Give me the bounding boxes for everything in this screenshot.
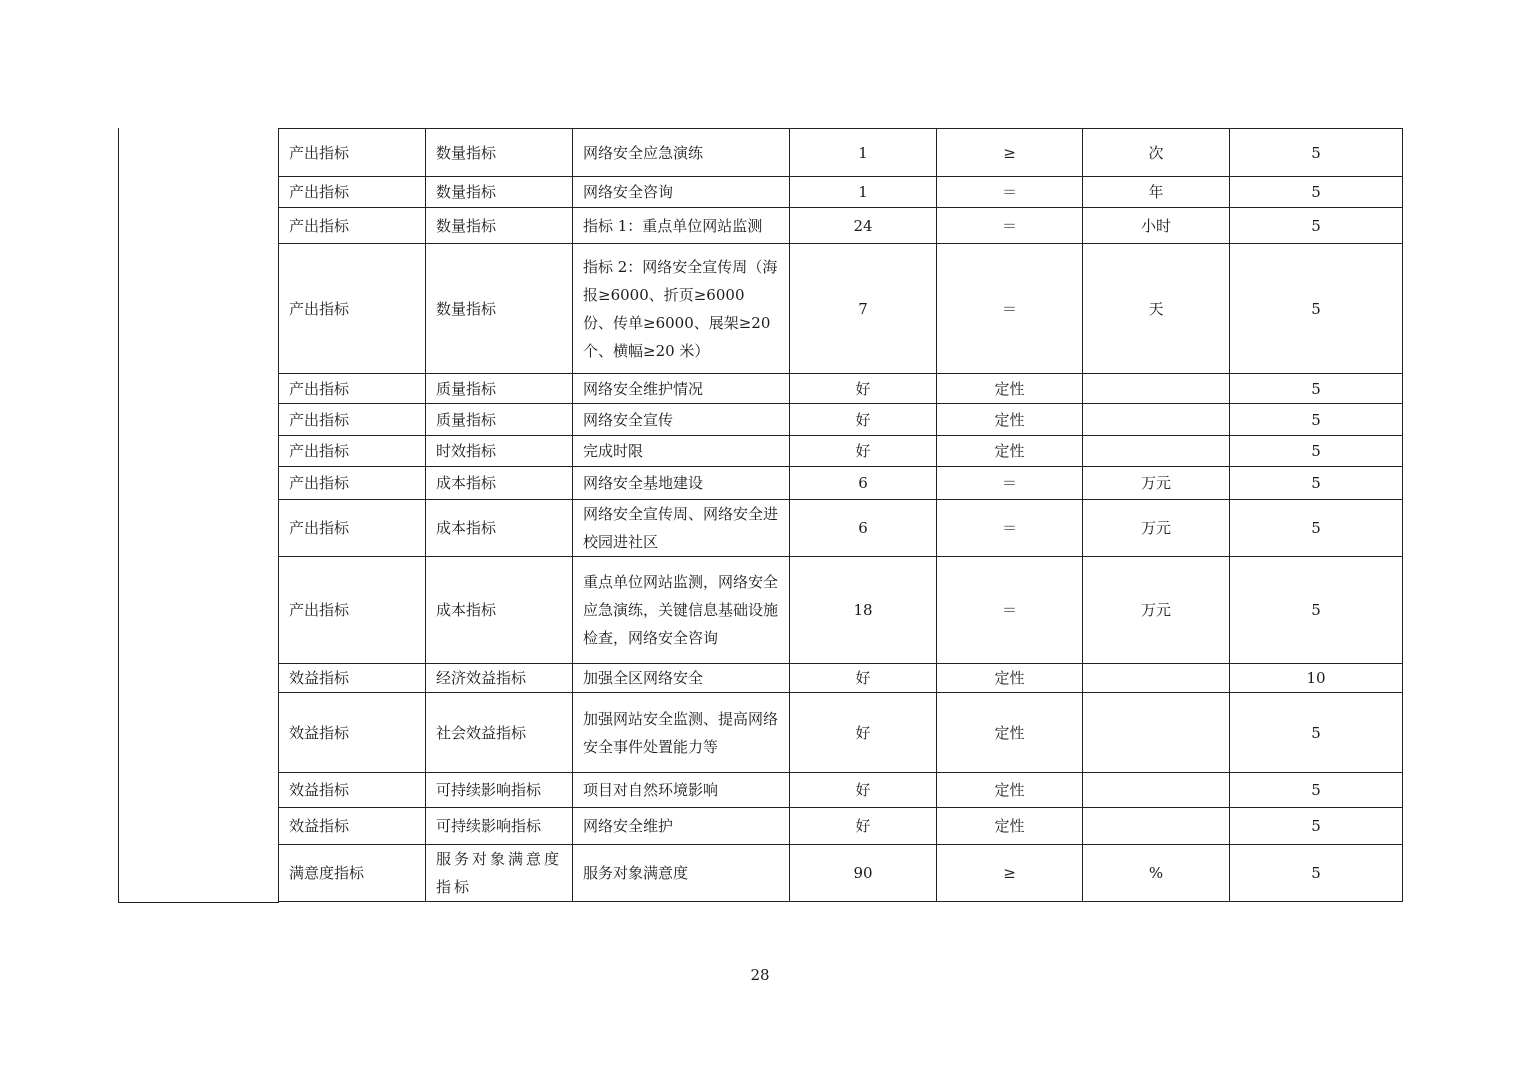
unit-cell: 年 [1083,177,1230,208]
operator-cell: ＝ [937,500,1083,557]
table-row [279,129,1403,177]
unit-cell [1083,664,1230,693]
level2-cell: 质量指标 [426,404,573,436]
operator-cell: ＝ [937,177,1083,208]
table-row [279,436,1403,467]
level2-cell: 成本指标 [426,557,573,664]
unit-cell: 万元 [1083,500,1230,557]
unit-cell [1083,404,1230,436]
operator-cell: ＝ [937,467,1083,500]
table-row [279,808,1403,845]
table-row [279,177,1403,208]
operator-cell: 定性 [937,773,1083,808]
score-cell: 5 [1230,845,1403,902]
level2-cell: 可持续影响指标 [426,808,573,845]
level2-cell: 时效指标 [426,436,573,467]
value-cell: 6 [790,500,937,557]
level1-cell: 效益指标 [279,693,426,773]
value-cell: 6 [790,467,937,500]
level3-cell: 网络安全宣传周、网络安全进校园进社区 [573,500,790,557]
table-row [279,374,1403,404]
level1-cell: 产出指标 [279,500,426,557]
unit-cell: 小时 [1083,208,1230,244]
score-cell: 5 [1230,177,1403,208]
level1-cell: 效益指标 [279,808,426,845]
score-cell: 5 [1230,773,1403,808]
operator-cell: ≥ [937,845,1083,902]
score-cell: 5 [1230,500,1403,557]
level3-cell: 服务对象满意度 [573,845,790,902]
level1-cell: 产出指标 [279,129,426,177]
unit-cell [1083,808,1230,845]
table-row [279,845,1403,902]
level1-cell: 产出指标 [279,436,426,467]
level1-cell: 产出指标 [279,557,426,664]
table-row [279,404,1403,436]
outer-column-left-border [118,128,119,903]
score-cell: 10 [1230,664,1403,693]
operator-cell: 定性 [937,664,1083,693]
score-cell: 5 [1230,693,1403,773]
table-row [279,208,1403,244]
level2-cell: 数量指标 [426,177,573,208]
operator-cell: 定性 [937,436,1083,467]
level3-cell: 完成时限 [573,436,790,467]
level2-cell: 可持续影响指标 [426,773,573,808]
unit-cell [1083,693,1230,773]
level2-cell: 服务对象满意度指标 [426,845,573,902]
operator-cell: 定性 [937,693,1083,773]
unit-cell: 万元 [1083,557,1230,664]
score-cell: 5 [1230,374,1403,404]
level3-cell: 加强网站安全监测、提高网络安全事件处置能力等 [573,693,790,773]
level1-cell: 效益指标 [279,664,426,693]
table-row [279,557,1403,664]
level1-cell: 满意度指标 [279,845,426,902]
table-row [279,664,1403,693]
value-cell: 好 [790,664,937,693]
value-cell: 好 [790,436,937,467]
level1-cell: 效益指标 [279,773,426,808]
score-cell: 5 [1230,404,1403,436]
level3-cell: 网络安全咨询 [573,177,790,208]
unit-cell: 次 [1083,129,1230,177]
table-row [279,693,1403,773]
level2-cell: 经济效益指标 [426,664,573,693]
score-cell: 5 [1230,808,1403,845]
table-row [279,500,1403,557]
value-cell: 好 [790,693,937,773]
unit-cell: 天 [1083,244,1230,374]
level3-cell: 项目对自然环境影响 [573,773,790,808]
score-cell: 5 [1230,557,1403,664]
level3-cell: 网络安全基地建设 [573,467,790,500]
value-cell: 90 [790,845,937,902]
value-cell: 7 [790,244,937,374]
level3-cell: 网络安全维护 [573,808,790,845]
value-cell: 18 [790,557,937,664]
level1-cell: 产出指标 [279,208,426,244]
operator-cell: ＝ [937,244,1083,374]
value-cell: 好 [790,773,937,808]
unit-cell: % [1083,845,1230,902]
level3-cell: 网络安全应急演练 [573,129,790,177]
value-cell: 好 [790,374,937,404]
level1-cell: 产出指标 [279,374,426,404]
level2-cell: 数量指标 [426,244,573,374]
score-cell: 5 [1230,244,1403,374]
value-cell: 好 [790,808,937,845]
value-cell: 1 [790,129,937,177]
level2-cell: 成本指标 [426,467,573,500]
level1-cell: 产出指标 [279,177,426,208]
value-cell: 24 [790,208,937,244]
unit-cell [1083,374,1230,404]
level2-cell: 社会效益指标 [426,693,573,773]
value-cell: 好 [790,404,937,436]
unit-cell [1083,436,1230,467]
operator-cell: 定性 [937,808,1083,845]
performance-indicator-table [278,128,1403,902]
table-row [279,244,1403,374]
page-number: 28 [750,966,770,984]
level3-cell: 网络安全宣传 [573,404,790,436]
level2-cell: 数量指标 [426,129,573,177]
score-cell: 5 [1230,208,1403,244]
value-cell: 1 [790,177,937,208]
score-cell: 5 [1230,436,1403,467]
operator-cell: 定性 [937,404,1083,436]
level1-cell: 产出指标 [279,244,426,374]
level3-cell: 指标 2：网络安全宣传周（海报≥6000、折页≥6000 份、传单≥6000、展架≥20 个、横幅≥20 米） [573,244,790,374]
level2-cell: 成本指标 [426,500,573,557]
score-cell: 5 [1230,467,1403,500]
operator-cell: 定性 [937,374,1083,404]
level1-cell: 产出指标 [279,467,426,500]
level2-cell: 质量指标 [426,374,573,404]
table-row [279,467,1403,500]
level2-cell: 数量指标 [426,208,573,244]
score-cell: 5 [1230,129,1403,177]
unit-cell: 万元 [1083,467,1230,500]
level3-cell: 重点单位网站监测，网络安全应急演练，关键信息基础设施检查，网络安全咨询 [573,557,790,664]
table-row [279,773,1403,808]
outer-column-bottom-border [118,902,279,903]
table-body [279,129,1403,902]
level1-cell: 产出指标 [279,404,426,436]
level3-cell: 加强全区网络安全 [573,664,790,693]
level3-cell: 网络安全维护情况 [573,374,790,404]
operator-cell: ≥ [937,129,1083,177]
level3-cell: 指标 1：重点单位网站监测 [573,208,790,244]
unit-cell [1083,773,1230,808]
operator-cell: ＝ [937,208,1083,244]
operator-cell: ＝ [937,557,1083,664]
